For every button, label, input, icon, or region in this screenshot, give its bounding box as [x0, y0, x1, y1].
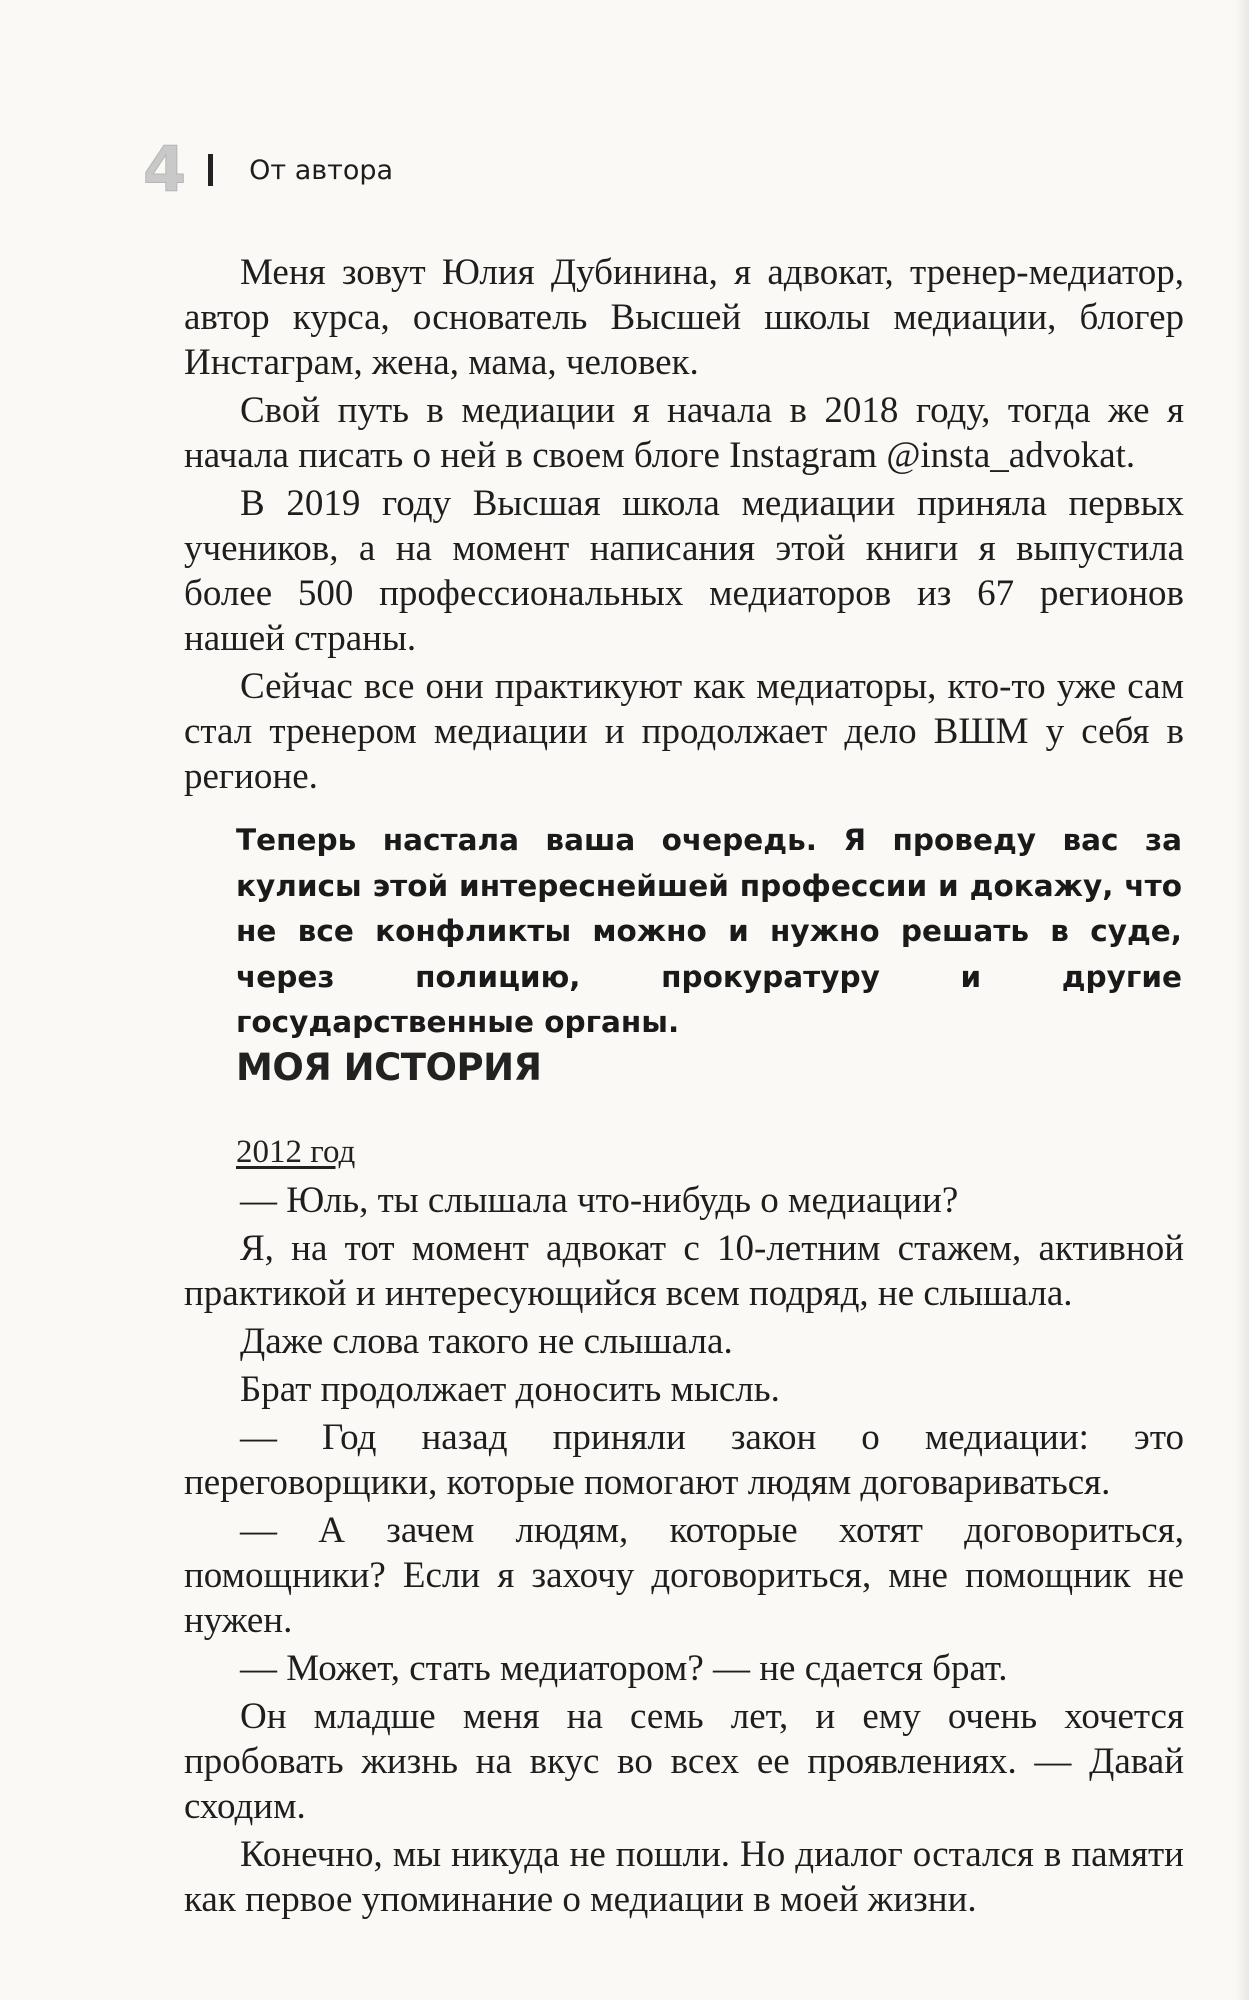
running-title: От автора	[249, 154, 394, 186]
story-paragraph: — А зачем людям, которые хотят договориться, помощники? Если я захочу договориться, мне помощник не нужен.	[184, 1510, 1184, 1641]
story-paragraph: Я, на тот момент адвокат с 10-летним стажем, активной практикой и интересующийся всем подряд, не слышала.	[184, 1228, 1184, 1314]
story-paragraph: — Может, стать медиатором? — не сдается брат.	[240, 1648, 1008, 1689]
story-paragraph: — Год назад приняли закон о медиации: это переговорщики, которые помогают людям договариваться.	[184, 1417, 1184, 1503]
intro-paragraph: Свой путь в медиации я начала в 2018 году, тогда же я начала писать о ней в своем блоге Instagram @insta_advokat.	[184, 390, 1184, 476]
story-paragraph: Конечно, мы никуда не пошли. Но диалог остался в памяти как первое упоминание о медиации в моей жизни.	[184, 1834, 1184, 1920]
intro-text	[184, 250, 1184, 799]
intro-paragraph: Сейчас все они практикуют как медиаторы, кто-то уже сам стал тренером медиации и продолжает дело ВШМ у себя в регионе.	[184, 666, 1184, 797]
story-text	[184, 1178, 1184, 1922]
intro-paragraph: Меня зовут Юлия Дубинина, я адвокат, тренер-медиатор, автор курса, основатель Высшей школы медиации, блогер Инстаграм, жена, мама, человек.	[184, 252, 1184, 383]
page-edge-shadow	[1235, 0, 1249, 2000]
story-paragraph: Брат продолжает доносить мысль.	[240, 1369, 780, 1410]
intro-paragraph: В 2019 году Высшая школа медиации приняла первых учеников, а на момент написания этой книги я выпустила более 500 профессиональных медиаторов из 67 регионов нашей страны.	[184, 483, 1184, 659]
year-label: 2012 год	[236, 1134, 356, 1170]
header-divider	[208, 154, 213, 186]
highlight-paragraph: Теперь настала ваша очередь. Я проведу вас за кулисы этой интереснейшей профессии и докажу, что не все конфликты можно и нужно решать в суде, через полицию, прокуратуру и другие государственные органы.	[236, 823, 1182, 1039]
page-number: 4	[143, 133, 187, 206]
story-paragraph: Он младше меня на семь лет, и ему очень хочется пробовать жизнь на вкус во всех ее проявлениях. — Давай сходим.	[184, 1696, 1184, 1827]
section-heading: МОЯ ИСТОРИЯ	[236, 1046, 542, 1089]
story-paragraph: — Юль, ты слышала что-нибудь о медиации?	[240, 1180, 959, 1221]
story-paragraph: Даже слова такого не слышала.	[240, 1321, 733, 1362]
running-head	[143, 133, 394, 206]
